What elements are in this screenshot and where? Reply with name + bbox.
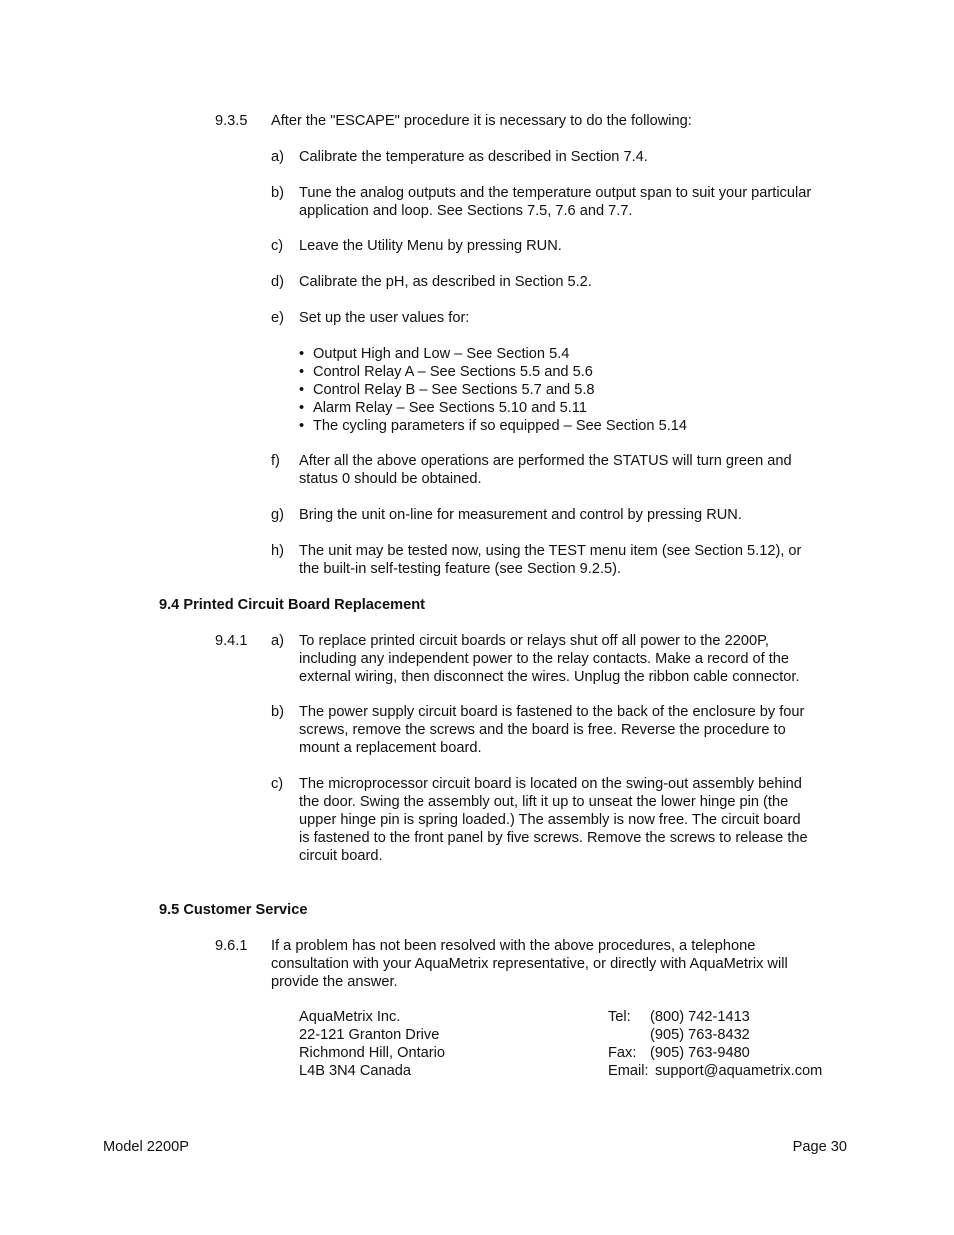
paragraph-text: provide the answer. (271, 974, 398, 990)
address-line: AquaMetrix Inc. (299, 1009, 401, 1025)
contact-label: Email: (608, 1063, 649, 1079)
list-item-text: The microprocessor circuit board is located on the swing-out assembly behind (299, 776, 802, 792)
list-item-label: e) (271, 310, 284, 326)
list-item-label: g) (271, 507, 284, 523)
list-item-text: the built-in self-testing feature (see Section 9.2.5). (299, 561, 622, 577)
list-item-text: After all the above operations are performed the STATUS will turn green and (299, 453, 792, 469)
bullet-icon: • (299, 400, 305, 416)
section-number: 9.3.5 (215, 113, 248, 129)
paragraph-text: If a problem has not been resolved with the above procedures, a telephone (271, 938, 756, 954)
paragraph-text: After the "ESCAPE" procedure it is necessary to do the following: (271, 113, 692, 129)
list-item-label: a) (271, 633, 284, 649)
address-line: 22-121 Granton Drive (299, 1027, 440, 1043)
contact-value: support@aquametrix.com (655, 1063, 823, 1079)
list-item-text: upper hinge pin is spring loaded.) The assembly is now free. The circuit board (299, 812, 801, 828)
section-heading: 9.4 Printed Circuit Board Replacement (159, 597, 426, 613)
list-item-text: mount a replacement board. (299, 740, 482, 756)
list-item-label: a) (271, 149, 284, 165)
bullet-item: The cycling parameters if so equipped – See Section 5.14 (313, 418, 687, 434)
address-line: L4B 3N4 Canada (299, 1063, 411, 1079)
bullet-icon: • (299, 346, 305, 362)
list-item-label: f) (271, 453, 280, 469)
section-number: 9.4.1 (215, 633, 248, 649)
list-item-text: Tune the analog outputs and the temperature output span to suit your particular (299, 185, 812, 201)
section-number: 9.6.1 (215, 938, 248, 954)
contact-label: Tel: (608, 1009, 631, 1025)
section-heading: 9.5 Customer Service (159, 902, 308, 918)
bullet-item: Control Relay A – See Sections 5.5 and 5.6 (313, 364, 593, 380)
list-item-text: screws, remove the screws and the board is free. Reverse the procedure to (299, 722, 786, 738)
list-item-label: h) (271, 543, 284, 559)
list-item-text: circuit board. (299, 848, 383, 864)
address-line: Richmond Hill, Ontario (299, 1045, 445, 1061)
bullet-item: Control Relay B – See Sections 5.7 and 5.8 (313, 382, 595, 398)
paragraph-text: consultation with your AquaMetrix representative, or directly with AquaMetrix will (271, 956, 788, 972)
list-item-text: Set up the user values for: (299, 310, 470, 326)
list-item-label: b) (271, 185, 284, 201)
list-item-text: status 0 should be obtained. (299, 471, 482, 487)
footer-page-number: Page 30 (792, 1139, 847, 1155)
list-item-text: including any independent power to the relay contacts. Make a record of the (299, 651, 790, 667)
list-item-text: Leave the Utility Menu by pressing RUN. (299, 238, 562, 254)
list-item-text: The power supply circuit board is fastened to the back of the enclosure by four (299, 704, 805, 720)
bullet-icon: • (299, 382, 305, 398)
list-item-text: To replace printed circuit boards or relays shut off all power to the 2200P, (299, 633, 769, 649)
contact-label: Fax: (608, 1045, 637, 1061)
list-item-text: the door. Swing the assembly out, lift it up to unseat the lower hinge pin (the (299, 794, 789, 810)
list-item-text: application and loop. See Sections 7.5, 7.6 and 7.7. (299, 203, 633, 219)
list-item-label: b) (271, 704, 284, 720)
list-item-text: Calibrate the pH, as described in Section 5.2. (299, 274, 592, 290)
bullet-item: Output High and Low – See Section 5.4 (313, 346, 570, 362)
footer-model: Model 2200P (103, 1139, 190, 1155)
contact-value: (800) 742-1413 (650, 1009, 750, 1025)
contact-value: (905) 763-8432 (650, 1027, 750, 1043)
bullet-icon: • (299, 418, 305, 434)
list-item-text: external wiring, then disconnect the wires. Unplug the ribbon cable connector. (299, 669, 800, 685)
list-item-label: c) (271, 238, 284, 254)
list-item-text: The unit may be tested now, using the TEST menu item (see Section 5.12), or (299, 543, 802, 559)
list-item-text: Calibrate the temperature as described in Section 7.4. (299, 149, 648, 165)
list-item-label: c) (271, 776, 284, 792)
bullet-item: Alarm Relay – See Sections 5.10 and 5.11 (313, 400, 587, 416)
list-item-text: Bring the unit on-line for measurement and control by pressing RUN. (299, 507, 742, 523)
list-item-label: d) (271, 274, 284, 290)
contact-value: (905) 763-9480 (650, 1045, 750, 1061)
bullet-icon: • (299, 364, 305, 380)
list-item-text: is fastened to the front panel by five screws. Remove the screws to release the (299, 830, 808, 846)
